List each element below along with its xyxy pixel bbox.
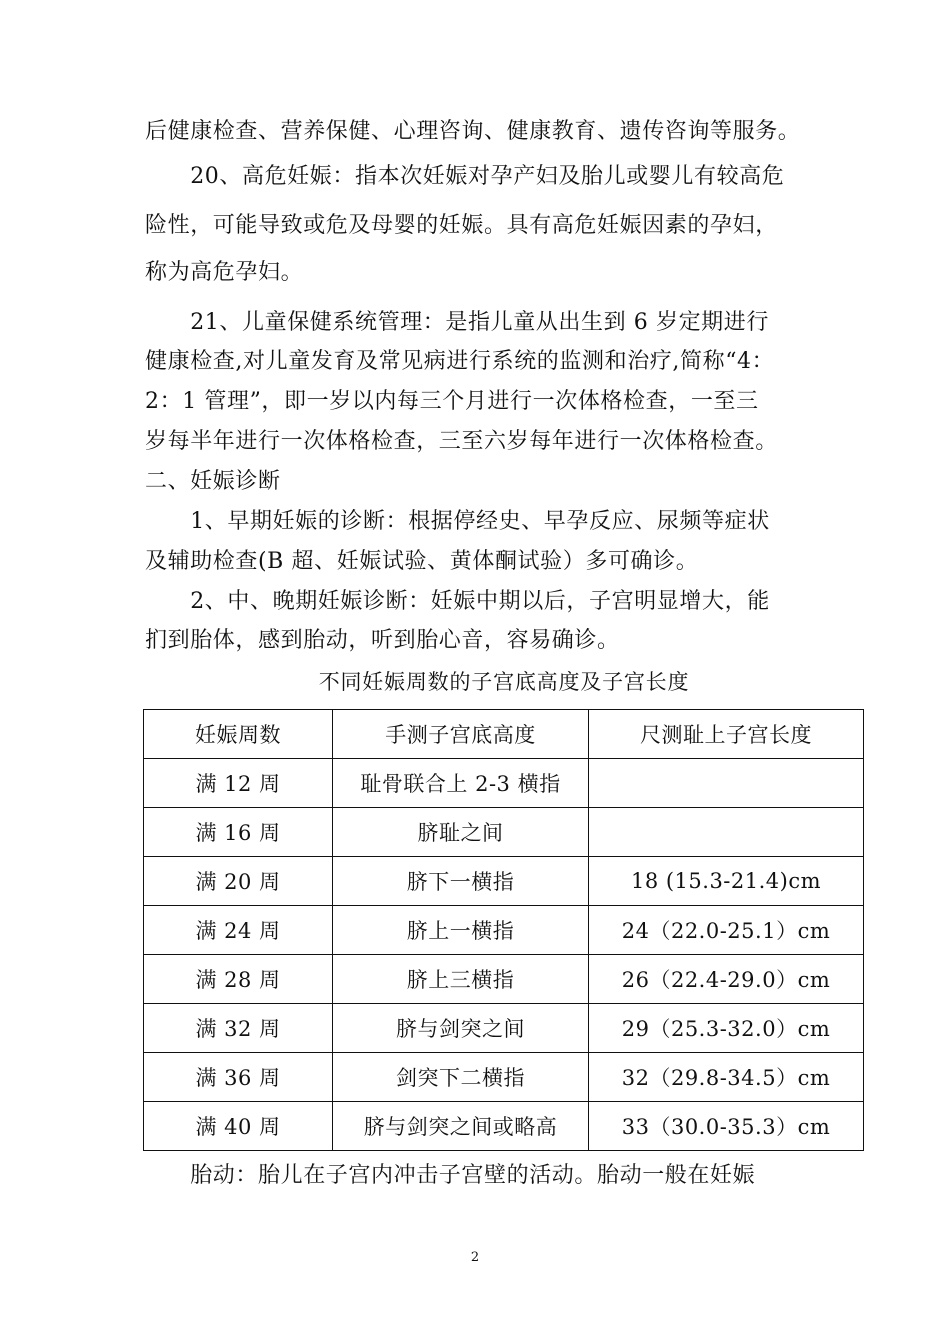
paragraph-line: 20、高危妊娠：指本次妊娠对孕产妇及胎儿或婴儿有较高危	[145, 164, 785, 189]
table-cell: 满 36 周	[144, 1053, 333, 1102]
table-cell: 32（29.8-34.5）cm	[589, 1053, 864, 1102]
table-cell: 24（22.0-25.1）cm	[589, 906, 864, 955]
page-number: 2	[470, 1250, 480, 1265]
table-cell: 满 16 周	[144, 808, 333, 857]
table-row	[144, 759, 864, 808]
paragraph-line: 健康检查,对儿童发育及常见病进行系统的监测和治疗,简称“4：	[145, 349, 775, 374]
table-row	[144, 808, 864, 857]
section-heading: 二、妊娠诊断	[145, 469, 281, 494]
table-cell: 满 40 周	[144, 1102, 333, 1151]
table-cell: 26（22.4-29.0）cm	[589, 955, 864, 1004]
table-row	[144, 1004, 864, 1053]
uterus-height-table	[143, 709, 864, 1151]
paragraph-line: 岁每半年进行一次体格检查，三至六岁每年进行一次体格检查。	[145, 429, 778, 454]
column-header: 妊娠周数	[144, 710, 333, 759]
column-header: 手测子宫底高度	[333, 710, 589, 759]
table-row	[144, 906, 864, 955]
table-cell: 满 20 周	[144, 857, 333, 906]
table-cell: 脐上三横指	[333, 955, 589, 1004]
table-cell: 脐耻之间	[333, 808, 589, 857]
table-caption: 不同妊娠周数的子宫底高度及子宫长度	[318, 670, 690, 694]
table-cell: 脐下一横指	[333, 857, 589, 906]
paragraph-line: 称为高危孕妇。	[145, 260, 304, 285]
table-cell: 33（30.0-35.3）cm	[589, 1102, 864, 1151]
paragraph-line: 胎动：胎儿在子宫内冲击子宫壁的活动。胎动一般在妊娠	[145, 1163, 756, 1188]
paragraph-line: 险性，可能导致或危及母婴的妊娠。具有高危妊娠因素的孕妇，	[145, 213, 778, 238]
paragraph-line: 扪到胎体，感到胎动，听到胎心音，容易确诊。	[145, 628, 620, 653]
table-cell: 满 12 周	[144, 759, 333, 808]
table-cell: 18 (15.3-21.4)cm	[589, 857, 864, 906]
table-header-row	[144, 710, 864, 759]
table-cell: 耻骨联合上 2-3 横指	[333, 759, 589, 808]
column-header: 尺测耻上子宫长度	[589, 710, 864, 759]
table-row	[144, 955, 864, 1004]
table-cell: 脐与剑突之间或略高	[333, 1102, 589, 1151]
table-cell: 满 28 周	[144, 955, 333, 1004]
paragraph-line: 2：1 管理”，即一岁以内每三个月进行一次体格检查，一至三	[145, 389, 759, 414]
table-cell	[589, 759, 864, 808]
paragraph-line: 及辅助检查(B 超、妊娠试验、黄体酮试验）多可确诊。	[145, 549, 699, 574]
table-cell: 脐与剑突之间	[333, 1004, 589, 1053]
table-row	[144, 1053, 864, 1102]
table-cell	[589, 808, 864, 857]
paragraph-line: 21、儿童保健系统管理：是指儿童从出生到 6 岁定期进行	[145, 310, 769, 335]
table-cell: 剑突下二横指	[333, 1053, 589, 1102]
table-cell: 29（25.3-32.0）cm	[589, 1004, 864, 1053]
paragraph-line: 1、早期妊娠的诊断：根据停经史、早孕反应、尿频等症状	[145, 509, 770, 534]
table-cell: 满 24 周	[144, 906, 333, 955]
table-cell: 脐上一横指	[333, 906, 589, 955]
table-row	[144, 1102, 864, 1151]
table-cell: 满 32 周	[144, 1004, 333, 1053]
paragraph-line: 后健康检查、营养保健、心理咨询、健康教育、遗传咨询等服务。	[145, 119, 801, 144]
paragraph-line: 2、中、晚期妊娠诊断：妊娠中期以后，子宫明显增大，能	[145, 589, 770, 614]
table-row	[144, 857, 864, 906]
